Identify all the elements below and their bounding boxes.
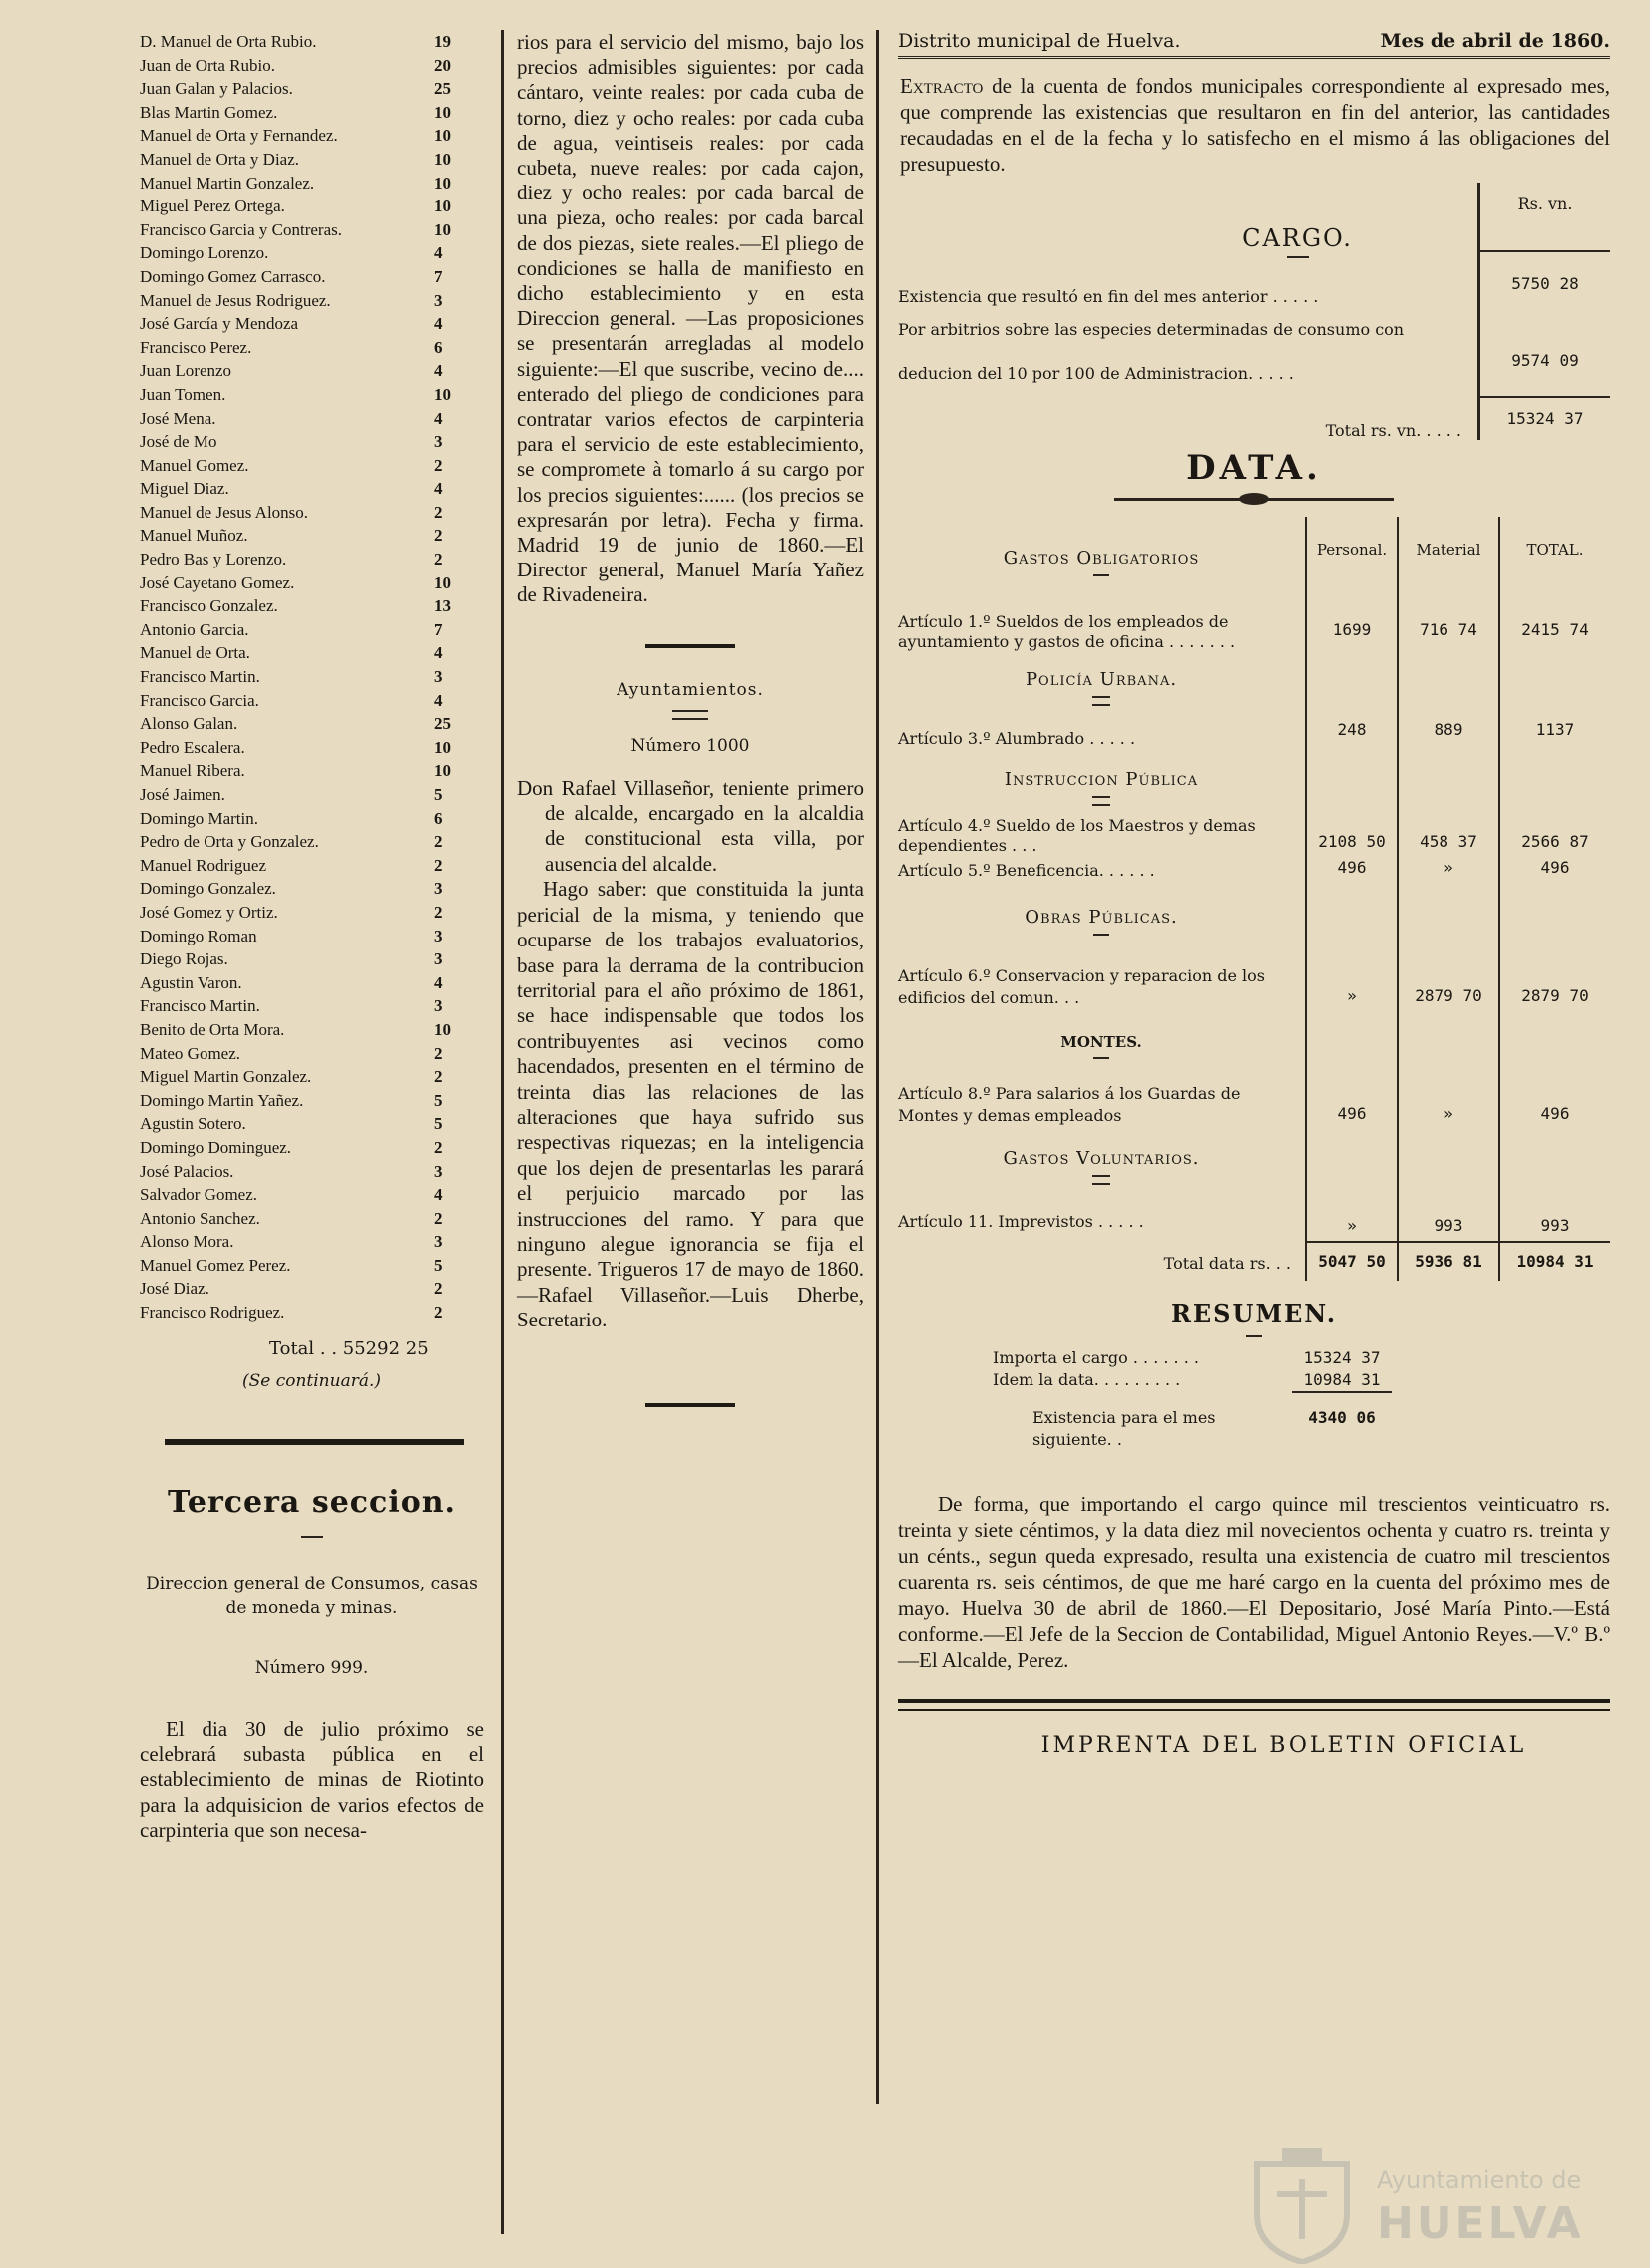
contributor-amount: 10 (434, 1019, 451, 1039)
contributor-name: Manuel de Jesus Rodriguez. (140, 290, 331, 310)
list-item (140, 925, 484, 948)
contributor-name: Manuel de Orta. (140, 643, 250, 663)
art6-total: 2879 70 (1498, 942, 1610, 1009)
contributor-name: José Diaz. (140, 1279, 209, 1299)
contributor-amount: 6 (434, 808, 443, 828)
list-item (140, 736, 484, 760)
contributor-name: Domingo Martin Yañez. (140, 1090, 304, 1110)
small-divider (1093, 1057, 1109, 1059)
contributor-amount: 2 (434, 455, 443, 475)
data-total-label: Total data rs. . . (1163, 1254, 1291, 1273)
contributor-amount: 25 (434, 714, 451, 734)
contributor-name: Antonio Garcia. (140, 619, 249, 639)
continuation-note: (Se continuará.) (241, 1370, 382, 1391)
art4-total: 2566 87 (1498, 812, 1610, 856)
col-total-head: TOTAL. (1498, 517, 1610, 582)
double-rule (1092, 796, 1110, 806)
contributor-name: Pedro Bas y Lorenzo. (140, 550, 287, 569)
list-item (140, 524, 484, 548)
double-rule (1092, 1175, 1110, 1185)
list-item (140, 807, 484, 831)
contributor-name: Manuel Gomez. (140, 455, 249, 475)
art8-personal: 496 (1305, 1065, 1397, 1127)
art1-personal: 1699 (1305, 582, 1397, 652)
contributor-amount: 3 (434, 432, 443, 452)
art5-label: Artículo 5.º Beneficencia. . . . . . (898, 861, 1155, 880)
contributor-name: Diego Rojas. (140, 949, 228, 969)
list-item (140, 172, 484, 195)
contributor-amount: 4 (434, 243, 443, 263)
contributor-name: Francisco Garcia. (140, 690, 259, 710)
extracto-body: de la cuenta de fondos municipales correspondiente al expresado mes, que comprende las existencias que resultaron en fin del anterior, las cantidades recaudadas en el de la fecha y lo satisfecho en el mismo á las obligaciones del presupuesto. (900, 74, 1610, 176)
contributor-amount: 5 (434, 1090, 443, 1110)
list-item (140, 194, 484, 218)
list-item (140, 265, 484, 289)
list-item (140, 289, 484, 313)
list-item (140, 359, 484, 383)
col-material-head: Material (1397, 517, 1498, 582)
contributor-amount: 4 (434, 361, 443, 381)
contributor-amount: 6 (434, 337, 443, 357)
list-item (140, 218, 484, 242)
rs-vn-label: Rs. vn. (1517, 194, 1573, 213)
watermark-line1: Ayuntamiento de (1377, 2166, 1582, 2194)
list-item (140, 854, 484, 878)
column-2 (517, 30, 864, 1407)
column-3 (898, 30, 1610, 1758)
subasta-text: El dia 30 de julio próximo se celebrará subasta pública en el establecimiento de minas de Riotinto para la adquisicion de varios efectos de carpinteria que son necesa- (140, 1716, 484, 1843)
art8-label: Artículo 8.º Para salarios á los Guardas de Montes y demas empleados (898, 1084, 1241, 1125)
cargo-total-amount: 15324 37 (1477, 396, 1610, 440)
contributor-name: Miguel Martin Gonzalez. (140, 1067, 312, 1087)
contributor-amount: 2 (434, 902, 443, 922)
cargo-total-label: Total rs. vn. . . . . (1325, 421, 1461, 440)
contributor-amount: 2 (434, 832, 443, 852)
art5-personal: 496 (1305, 856, 1397, 880)
col-personal-head: Personal. (1305, 517, 1397, 582)
contributor-name: Agustin Sotero. (140, 1114, 246, 1134)
contributor-amount: 2 (434, 550, 443, 569)
list-item (140, 783, 484, 807)
list-total: Total . . 55292 25 (269, 1337, 429, 1359)
contributor-amount: 2 (434, 1303, 443, 1323)
contributor-name: Manuel Gomez Perez. (140, 1255, 291, 1275)
list-item (140, 1136, 484, 1160)
contributor-name: Manuel Ribera. (140, 761, 245, 781)
ayuntamientos-heading: Ayuntamientos. (617, 679, 764, 700)
contributor-name: Domingo Gomez Carrasco. (140, 266, 326, 286)
contributor-amount: 10 (434, 173, 451, 192)
amount-column-head (1477, 183, 1610, 262)
list-item (140, 1160, 484, 1184)
contributor-amount: 4 (434, 479, 443, 499)
art4-personal: 2108 50 (1305, 812, 1397, 856)
column-divider-1 (501, 30, 504, 2234)
contributor-name: Manuel Rodriguez (140, 855, 266, 875)
art3-material: 889 (1397, 712, 1498, 748)
resumen-data-label: Idem la data. . . . . . . . . (993, 1370, 1181, 1389)
contributor-name: Manuel Muñoz. (140, 526, 248, 546)
contributor-name: José Cayetano Gomez. (140, 572, 295, 592)
list-item (140, 830, 484, 854)
contributor-amount: 10 (434, 219, 451, 239)
contributor-amount: 4 (434, 408, 443, 428)
contributor-amount: 5 (434, 1255, 443, 1275)
list-item (140, 77, 484, 101)
end-rule (645, 1403, 735, 1407)
gastos-voluntarios-heading: Gastos Voluntarios. (1003, 1148, 1200, 1169)
list-item (140, 1301, 484, 1324)
contributor-name: José Gomez y Ortiz. (140, 902, 278, 922)
contributor-amount: 2 (434, 855, 443, 875)
list-item (140, 430, 484, 454)
art6-personal: » (1305, 942, 1397, 1009)
list-item (140, 1089, 484, 1113)
list-item (140, 1042, 484, 1066)
contributor-name: Manuel de Jesus Alonso. (140, 502, 309, 522)
resumen-table (993, 1347, 1392, 1451)
notice-number: Número 999. (254, 1657, 369, 1678)
contributor-amount: 20 (434, 55, 451, 75)
instruccion-heading: Instruccion Pública (1004, 769, 1199, 790)
contributor-list (140, 30, 484, 1324)
contributor-amount: 3 (434, 667, 443, 687)
list-item (140, 1277, 484, 1301)
cargo-row-label: Existencia que resultó en fin del mes anterior . . . . . (898, 287, 1319, 306)
contributor-name: Alonso Mora. (140, 1232, 234, 1252)
watermark-line2: HUELVA (1377, 2198, 1584, 2249)
contributor-amount: 4 (434, 643, 443, 663)
contributor-amount: 4 (434, 1185, 443, 1205)
district-name: Distrito municipal de Huelva. (898, 30, 1181, 52)
data-total-personal: 5047 50 (1305, 1241, 1397, 1281)
contributor-name: Juan Lorenzo (140, 361, 232, 381)
contributor-name: Pedro Escalera. (140, 737, 245, 757)
list-item (140, 501, 484, 525)
contributor-name: Domingo Gonzalez. (140, 879, 276, 899)
contributor-name: Manuel de Orta y Diaz. (140, 149, 300, 169)
section-rule (165, 1439, 464, 1445)
data-total-total: 10984 31 (1498, 1241, 1610, 1281)
cargo-row-label: Por arbitrios sobre las especies determinadas de consumo con deducion del 10 por 100 de Administracion. . . . . (898, 320, 1405, 383)
montes-heading: MONTES. (1060, 1033, 1142, 1051)
data-title: DATA. (1186, 448, 1322, 488)
art1-label: Artículo 1.º Sueldos de los empleados de ayuntamiento y gastos de oficina . . . . . . . (898, 612, 1236, 651)
closing-paragraph: De forma, que importando el cargo quince mil trescientos veinticuatro rs. treinta y siete céntimos, y la data diez mil novecientos ochenta y cuatro rs. treinta y un cénts., segun queda expresado, resulta una existencia de cuatro mil trescientos cuarenta rs. seis céntimos, de que me haré cargo en la cuenta del próximo mes de mayo. Huelva 30 de abril de 1860.—El Depositario, José María Pinto.—Está conforme.—El Jefe de la Seccion de Contabilidad, Miguel Antonio Reyes.—V.º B.º—El Alcalde, Perez. (898, 1492, 1610, 1672)
contributor-name: Juan Galan y Palacios. (140, 79, 293, 99)
extracto-lead: Extracto (900, 74, 984, 98)
cargo-row-amount: 9574 09 (1477, 306, 1610, 396)
trigueros-notice (517, 776, 864, 1333)
contributor-name: Francisco Martin. (140, 667, 260, 687)
contributor-amount: 2 (434, 1067, 443, 1087)
list-item (140, 1018, 484, 1042)
contributor-name: Manuel de Orta y Fernandez. (140, 126, 338, 146)
list-item (140, 971, 484, 995)
small-divider (1287, 256, 1309, 258)
art1-total: 2415 74 (1498, 582, 1610, 652)
contributor-amount: 3 (434, 290, 443, 310)
contributor-amount: 10 (434, 761, 451, 781)
small-divider (1246, 1335, 1262, 1337)
contributor-amount: 5 (434, 1114, 443, 1134)
list-item (140, 712, 484, 736)
art3-total: 1137 (1498, 712, 1610, 748)
art6-label: Artículo 6.º Conservacion y reparacion de los edificios del comun. . . (898, 966, 1265, 1007)
art5-material: » (1397, 856, 1498, 880)
contributor-amount: 3 (434, 879, 443, 899)
contributor-amount: 10 (434, 572, 451, 592)
contributor-name: Miguel Perez Ortega. (140, 196, 285, 216)
contributor-name: Francisco Gonzalez. (140, 596, 278, 616)
contributor-amount: 7 (434, 266, 443, 286)
contributor-amount: 10 (434, 149, 451, 169)
contributor-name: Francisco Martin. (140, 996, 260, 1016)
notice-body: Hago saber: que constituida la junta pericial de la misma, y teniendo que ocuparse de los trabajos evaluatorios, base para la derrama de la contribucion territorial para el año próximo de 1861, se hace indispensable que todos los contribuyentes asi vecinos como hacendados, presenten en el término de treinta dias las relaciones de las alteraciones que haya sufrido sus respectivas riquezas; en la inteligencia que los dejen de presentarlas les parará el perjuicio marcado por las instrucciones del ramo. Y para que ninguno alegue ignorancia se fija el presente. Trigueros 17 de mayo de 1860.—Rafael Villaseñor.—Luis Dherbe, Secretario. (517, 877, 864, 1332)
contributor-amount: 13 (434, 596, 451, 616)
contributor-name: Domingo Roman (140, 926, 257, 945)
list-item (140, 1183, 484, 1207)
contributor-name: Salvador Gomez. (140, 1185, 258, 1205)
contributor-name: Alonso Galan. (140, 714, 238, 734)
contributor-name: Domingo Lorenzo. (140, 243, 269, 263)
resumen-title: RESUMEN. (1170, 1299, 1338, 1327)
contributor-name: José de Mo (140, 432, 217, 452)
list-item (140, 759, 484, 783)
contributor-name: Francisco Rodriguez. (140, 1303, 285, 1323)
contributor-name: Mateo Gomez. (140, 1043, 241, 1063)
imprenta-footer: IMPRENTA DEL BOLETIN OFICIAL (1040, 1733, 1527, 1758)
small-divider (301, 1536, 323, 1538)
list-item (140, 1254, 484, 1278)
list-item (140, 101, 484, 125)
contributor-name: Juan Tomen. (140, 384, 226, 404)
list-item (140, 877, 484, 901)
art6-material: 2879 70 (1397, 942, 1498, 1009)
list-item (140, 1112, 484, 1136)
huelva-watermark (1247, 2144, 1650, 2264)
contributor-name: Domingo Dominguez. (140, 1137, 292, 1157)
list-item (140, 336, 484, 360)
list-item (140, 901, 484, 925)
column-divider-2 (876, 30, 879, 2104)
list-item (140, 383, 484, 407)
art4-label: Artículo 4.º Sueldo de los Maestros y demas dependientes . . . (898, 816, 1256, 855)
obras-heading: Obras Públicas. (1025, 907, 1178, 928)
contributor-amount: 10 (434, 196, 451, 216)
contributor-amount: 2 (434, 1043, 443, 1063)
contributor-amount: 4 (434, 972, 443, 992)
contributor-amount: 10 (434, 126, 451, 146)
contributor-amount: 4 (434, 690, 443, 710)
small-divider (1093, 574, 1109, 576)
contributor-name: Miguel Diaz. (140, 479, 229, 499)
list-item (140, 618, 484, 642)
list-item (140, 30, 484, 54)
art1-material: 716 74 (1397, 582, 1498, 652)
column-1 (140, 30, 484, 1844)
contributor-amount: 3 (434, 1161, 443, 1181)
contributor-name: Francisco Perez. (140, 337, 252, 357)
resumen-existencia-amount: 4340 06 (1308, 1408, 1376, 1427)
contributor-amount: 4 (434, 314, 443, 334)
double-rule (672, 710, 708, 720)
list-item (140, 1207, 484, 1231)
contributor-amount: 25 (434, 79, 451, 99)
art11-material: 993 (1397, 1191, 1498, 1241)
notice-number-1000: Número 1000 (630, 735, 750, 756)
contributor-amount: 2 (434, 526, 443, 546)
list-item (140, 312, 484, 336)
contributor-amount: 3 (434, 949, 443, 969)
contributor-amount: 10 (434, 737, 451, 757)
contributor-name: Benito de Orta Mora. (140, 1019, 285, 1039)
art8-material: » (1397, 1065, 1498, 1127)
footer-rule (898, 1699, 1610, 1703)
art3-label: Artículo 3.º Alumbrado . . . . . (898, 729, 1136, 748)
list-item (140, 407, 484, 431)
coat-of-arms-icon (1247, 2144, 1357, 2264)
list-item (140, 124, 484, 148)
list-item (140, 54, 484, 78)
list-item (140, 947, 484, 971)
footer-rule-thin (898, 1709, 1610, 1711)
double-rule (1092, 696, 1110, 706)
list-item (140, 1065, 484, 1089)
contributor-name: José Palacios. (140, 1161, 234, 1181)
contributor-name: Domingo Martin. (140, 808, 258, 828)
list-item (140, 665, 484, 689)
small-divider (1093, 934, 1109, 936)
district-header (898, 30, 1610, 59)
extracto-text (898, 73, 1610, 177)
contributor-name: Juan de Orta Rubio. (140, 55, 275, 75)
contributor-name: José García y Mendoza (140, 314, 299, 334)
contributor-name: José Jaimen. (140, 785, 225, 804)
art11-total: 993 (1498, 1191, 1610, 1241)
list-item (140, 454, 484, 478)
contributor-amount: 2 (434, 1279, 443, 1299)
list-item (140, 477, 484, 501)
resumen-cargo-amount: 15324 37 (1303, 1348, 1381, 1367)
data-total-material: 5936 81 (1397, 1241, 1498, 1281)
column-rule (645, 644, 735, 648)
contributor-amount: 2 (434, 502, 443, 522)
contributor-name: Francisco Garcia y Contreras. (140, 219, 342, 239)
contributor-amount: 5 (434, 785, 443, 804)
contributor-amount: 19 (434, 32, 451, 51)
list-item (140, 148, 484, 172)
resumen-existencia-label: Existencia para el mes siguiente. . (1032, 1408, 1216, 1449)
contributor-amount: 3 (434, 996, 443, 1016)
direccion-heading: Direccion general de Consumos, casas de moneda y minas. (146, 1573, 478, 1618)
list-item (140, 689, 484, 713)
art8-total: 496 (1498, 1065, 1610, 1127)
data-table (898, 517, 1610, 1281)
policia-heading: Policía Urbana. (1025, 669, 1178, 690)
contributor-name: Blas Martin Gomez. (140, 102, 278, 122)
art11-personal: » (1305, 1191, 1397, 1241)
art4-material: 458 37 (1397, 812, 1498, 856)
contributor-name: Manuel Martin Gonzalez. (140, 173, 315, 192)
contributor-name: D. Manuel de Orta Rubio. (140, 32, 317, 51)
list-item (140, 594, 484, 618)
list-item (140, 1230, 484, 1254)
cargo-row-amount: 5750 28 (1477, 262, 1610, 306)
contributor-amount: 10 (434, 384, 451, 404)
list-item (140, 548, 484, 571)
list-item (140, 241, 484, 265)
resumen-cargo-label: Importa el cargo . . . . . . . (993, 1348, 1199, 1367)
ornament-divider (1114, 498, 1394, 501)
contributor-amount: 2 (434, 1208, 443, 1228)
list-item (140, 994, 484, 1018)
contributor-amount: 3 (434, 1232, 443, 1252)
cargo-table (898, 183, 1610, 440)
art11-label: Artículo 11. Imprevistos . . . . . (898, 1212, 1144, 1231)
art3-personal: 248 (1305, 712, 1397, 748)
resumen-data-amount: 10984 31 (1292, 1369, 1392, 1393)
contributor-amount: 10 (434, 102, 451, 122)
month-label: Mes de abril de 1860. (1380, 30, 1610, 52)
contributor-name: Pedro de Orta y Gonzalez. (140, 832, 319, 852)
art5-total: 496 (1498, 856, 1610, 880)
contributor-name: José Mena. (140, 408, 216, 428)
contributor-name: Agustin Varon. (140, 972, 242, 992)
contributor-amount: 2 (434, 1137, 443, 1157)
gastos-obligatorios-heading: Gastos Obligatorios (1003, 548, 1200, 568)
contributor-name: Antonio Sanchez. (140, 1208, 260, 1228)
list-item (140, 641, 484, 665)
notice-intro: Don Rafael Villaseñor, teniente primero de alcalde, encargado en la alcaldia de constitucional esta villa, por ausencia del alcalde. (517, 775, 864, 876)
subasta-continuation: rios para el servicio del mismo, bajo los precios admisibles siguientes: por cada cántaro, veinte reales: por cada cuba de torno, diez y ocho reales: por cada cuba de agua, veintiseis reales: por cada cubeta, nueve reales: por cada cajon, diez y ocho reales: por cada barcal de una pieza, ocho reales: por cada barcal de dos piezas, siete reales.—El pliego de condiciones se halla de manifiesto en dicho establecimiento y en esta Direccion general. —Las proposiciones se presentarán arregladas al modelo siguiente:—El que suscribe, vecino de.... enterado del pliego de condiciones para contratar varios efectos de carpinteria para el servicio de este establecimiento, se compromete à tomarlo á su cargo por los precios siguientes:...... (los precios se expresarán por letra). Fecha y firma. Madrid 19 de junio de 1860.—El Director general, Manuel María Yañez de Rivadeneira. (517, 30, 864, 607)
contributor-amount: 3 (434, 926, 443, 945)
cargo-title: CARGO. (1242, 224, 1353, 252)
section-title: Tercera seccion. (168, 1484, 456, 1520)
contributor-amount: 7 (434, 619, 443, 639)
list-item (140, 571, 484, 595)
